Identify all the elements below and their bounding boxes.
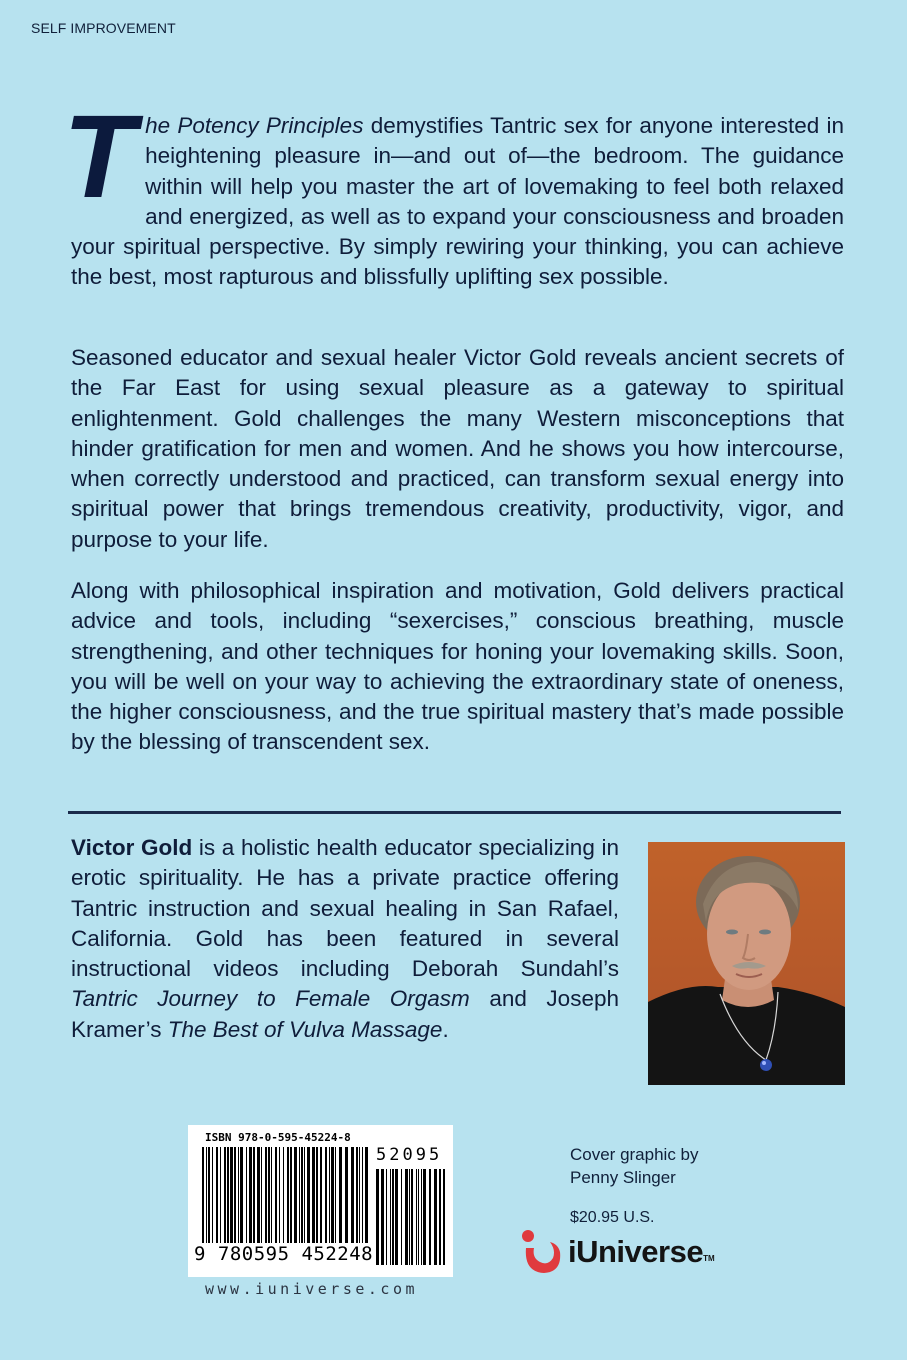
- barcode-bar: [307, 1147, 310, 1255]
- barcode-bar: [325, 1147, 327, 1255]
- price-barcode-bars: [376, 1169, 448, 1265]
- barcode-bar: [365, 1147, 368, 1255]
- ean-digits: [194, 1243, 375, 1265]
- description-paragraph-2: Seasoned educator and sexual healer Victor Gold reveals ancient secrets of the Far East for using sexual pleasure as a gateway to spiritual enlightenment. Gold challenges the many Western misconceptions that hinder gratification for men and women. And he shows you how intercourse, when correctly understood and practiced, can transform sexual energy into spiritual power that brings tremendous creativity, productivity, vigor, and purpose to your life.: [71, 345, 844, 552]
- barcode-bar: [405, 1169, 408, 1265]
- video-title-2: The Best of Vulva Massage: [167, 1016, 443, 1042]
- barcode-bar: [299, 1147, 300, 1255]
- isbn-barcode: [188, 1125, 453, 1277]
- author-portrait-illustration: [648, 842, 845, 1085]
- barcode-bar: [409, 1169, 410, 1265]
- barcode-bar: [301, 1147, 303, 1255]
- barcode-bar: [381, 1169, 384, 1265]
- barcode-bar: [386, 1169, 387, 1265]
- barcode-bar: [294, 1147, 297, 1255]
- price: $20.95 U.S.: [570, 1209, 655, 1226]
- author-bio: [71, 833, 619, 1045]
- publisher-logo: [520, 1228, 715, 1276]
- barcode-bar: [234, 1147, 236, 1255]
- barcode-bar: [265, 1147, 267, 1255]
- barcode-bar: [249, 1147, 252, 1255]
- barcode-bar: [208, 1147, 210, 1255]
- ean-barcode-bars: [202, 1147, 372, 1255]
- barcode-bar: [335, 1147, 336, 1255]
- bio-text: .: [442, 1016, 449, 1042]
- paragraph-text: demystifies Tantric sex for anyone interested in heightening pleasure in—and out of—the bedroom. The guidance within will help you master the art of lovemaking to feel both relaxed and energized, as well as to expand your consciousness and broaden your spiritual perspective. By simply rewiring your thinking, you can achieve the best, most rapturous and blissfully uplifting sex possible.: [71, 113, 844, 290]
- barcode-bar: [329, 1147, 330, 1255]
- barcode-bar: [351, 1147, 354, 1255]
- publisher-name: iUniverse: [568, 1234, 704, 1269]
- barcode-bar: [312, 1147, 315, 1255]
- barcode-bar: [418, 1169, 419, 1265]
- ean-number: 9 780595 452248: [194, 1243, 374, 1265]
- barcode-bar: [240, 1147, 243, 1255]
- barcode-bar: [423, 1169, 426, 1265]
- barcode-bar: [359, 1147, 360, 1255]
- isbn-label: ISBN 978-0-595-45224-8: [205, 1131, 351, 1144]
- video-title-1: Tantric Journey to Female Orgasm: [71, 986, 470, 1012]
- bio-text: and Joseph Kramer’s: [71, 986, 619, 1042]
- book-title-italic: he Potency Principles: [145, 113, 364, 138]
- trademark-symbol: TM: [703, 1253, 715, 1263]
- author-photo: [648, 842, 845, 1085]
- barcode-bar: [287, 1147, 289, 1255]
- cover-credit: [570, 1143, 699, 1189]
- cover-credit-line-1: Cover graphic by: [570, 1145, 699, 1164]
- barcode-bar: [376, 1169, 379, 1265]
- category-label: SELF IMPROVEMENT: [31, 20, 176, 36]
- barcode-bar: [275, 1147, 277, 1255]
- barcode-bar: [411, 1169, 413, 1265]
- description-paragraph-1: [63, 91, 844, 293]
- publisher-url: www.iuniverse.com: [205, 1280, 419, 1298]
- barcode-bar: [356, 1147, 358, 1255]
- barcode-bar: [421, 1169, 422, 1265]
- barcode-bar: [434, 1169, 437, 1265]
- barcode-bar: [316, 1147, 318, 1255]
- iuniverse-logo-icon: [520, 1228, 564, 1276]
- barcode-bar: [345, 1147, 348, 1255]
- barcode-bar: [283, 1147, 284, 1255]
- barcode-bar: [220, 1147, 221, 1255]
- barcode-bar: [362, 1147, 363, 1255]
- section-divider: [68, 811, 841, 814]
- barcode-bar: [257, 1147, 260, 1255]
- bio-text: is a holistic health educator specializing in erotic spirituality. He has a private practice offering Tantric instruction and sexual healing in San Rafael, California. Gold has been featured in several instructional videos including Deborah Sundahl’s: [71, 835, 619, 982]
- barcode-bar: [339, 1147, 342, 1255]
- barcode-bar: [331, 1147, 334, 1255]
- barcode-bar: [224, 1147, 226, 1255]
- barcode-bar: [202, 1147, 204, 1255]
- barcode-bar: [253, 1147, 255, 1255]
- description-paragraph-3: Along with philosophical inspiration and motivation, Gold delivers practical advice and tools, including “sexercises,” conscious breathing, muscle strengthening, and other techniques for honing your lovemaking skills. Soon, you will be well on your way to achieving the extraordinary state of oneness, the higher consciousness, and the true spiritual mastery that’s made possible by the blessing of transcendent sex.: [71, 578, 844, 755]
- barcode-bar: [261, 1147, 262, 1255]
- barcode-bar: [443, 1169, 445, 1265]
- barcode-bar: [227, 1147, 229, 1255]
- barcode-bar: [206, 1147, 207, 1255]
- barcode-bar: [279, 1147, 280, 1255]
- barcode-bar: [271, 1147, 272, 1255]
- barcode-bar: [429, 1169, 431, 1265]
- barcode-bar: [320, 1147, 322, 1255]
- barcode-bar: [246, 1147, 247, 1255]
- barcode-bar: [290, 1147, 292, 1255]
- barcode-bar: [268, 1147, 270, 1255]
- barcode-bar: [392, 1169, 394, 1265]
- barcode-bar: [390, 1169, 391, 1265]
- barcode-bar: [216, 1147, 218, 1255]
- author-name: Victor Gold: [71, 835, 193, 860]
- barcode-bar: [416, 1169, 417, 1265]
- barcode-bar: [304, 1147, 305, 1255]
- barcode-bar: [238, 1147, 239, 1255]
- barcode-bar: [439, 1169, 441, 1265]
- drop-cap: T: [63, 91, 136, 223]
- barcode-bar: [401, 1169, 402, 1265]
- cover-credit-line-2: Penny Slinger: [570, 1168, 676, 1187]
- barcode-bar: [212, 1147, 213, 1255]
- price-code: 52095: [376, 1145, 443, 1165]
- barcode-bar: [230, 1147, 233, 1255]
- barcode-bar: [395, 1169, 398, 1265]
